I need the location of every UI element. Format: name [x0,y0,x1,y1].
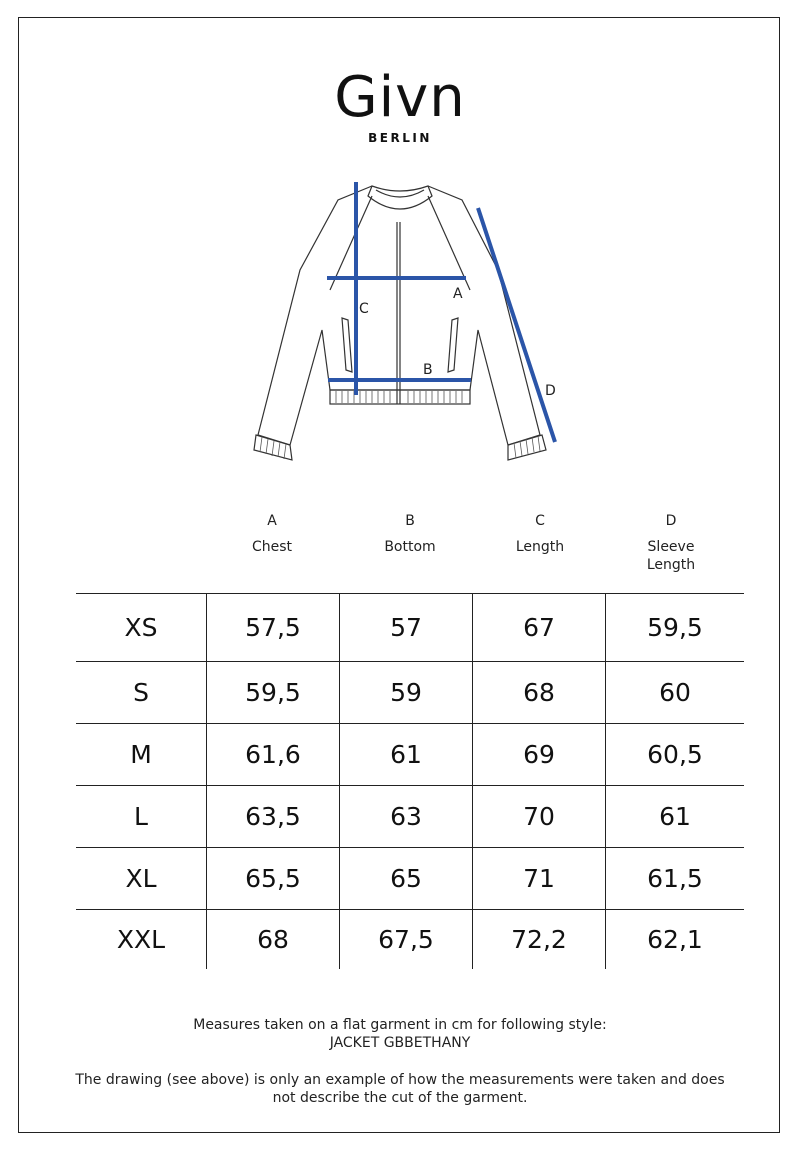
size-cell: S [133,678,149,707]
brand-logo: Givn [334,65,466,130]
note-disclaimer-1: The drawing (see above) is only an example of how the measurements were taken and does [75,1072,725,1088]
col-b-letter: B [405,513,415,529]
value-cell: 63 [339,786,472,847]
col-c-name: Length [515,539,565,555]
col-c-letter: C [535,513,545,529]
table-row [76,593,744,661]
table-row [76,661,744,723]
jacket-diagram [240,175,570,465]
value-cell: 69 [472,724,605,785]
value-cell: 67 [472,594,605,661]
value-cell: 61,5 [605,848,744,909]
brand-subtitle: BERLIN [368,131,432,145]
value-cell: 57,5 [206,594,339,661]
table-row [76,723,744,785]
col-a-letter: A [267,513,277,529]
size-cell: XXL [116,925,166,954]
size-cell: L [134,802,148,831]
col-d-letter: D [665,513,677,529]
col-d-name: Sleeve Length [646,539,696,573]
value-cell: 59,5 [605,594,744,661]
value-cell: 59 [339,662,472,723]
value-cell: 71 [472,848,605,909]
size-cell: M [130,740,152,769]
value-cell: 70 [472,786,605,847]
value-cell: 61 [605,786,744,847]
table-row [76,909,744,969]
value-cell: 62,1 [605,910,744,969]
value-cell: 60 [605,662,744,723]
note-disclaimer-2: not describe the cut of the garment. [272,1090,528,1106]
col-b-name: Bottom [384,539,436,555]
label-c: C [359,301,369,317]
value-cell: 57 [339,594,472,661]
value-cell: 61 [339,724,472,785]
value-cell: 72,2 [472,910,605,969]
label-a: A [453,286,463,302]
size-cell: XS [124,613,158,642]
note-style-name: JACKET GBBETHANY [329,1035,471,1051]
value-cell: 63,5 [206,786,339,847]
size-table [76,593,744,969]
size-cell: XL [125,864,157,893]
value-cell: 67,5 [339,910,472,969]
col-a-name: Chest [251,539,293,555]
value-cell: 65,5 [206,848,339,909]
value-cell: 59,5 [206,662,339,723]
value-cell: 68 [206,910,339,969]
table-row [76,847,744,909]
value-cell: 61,6 [206,724,339,785]
value-cell: 60,5 [605,724,744,785]
value-cell: 65 [339,848,472,909]
label-b: B [423,362,433,378]
label-d: D [545,383,556,399]
value-cell: 68 [472,662,605,723]
table-row [76,785,744,847]
note-line-1: Measures taken on a flat garment in cm for following style: [193,1017,607,1033]
